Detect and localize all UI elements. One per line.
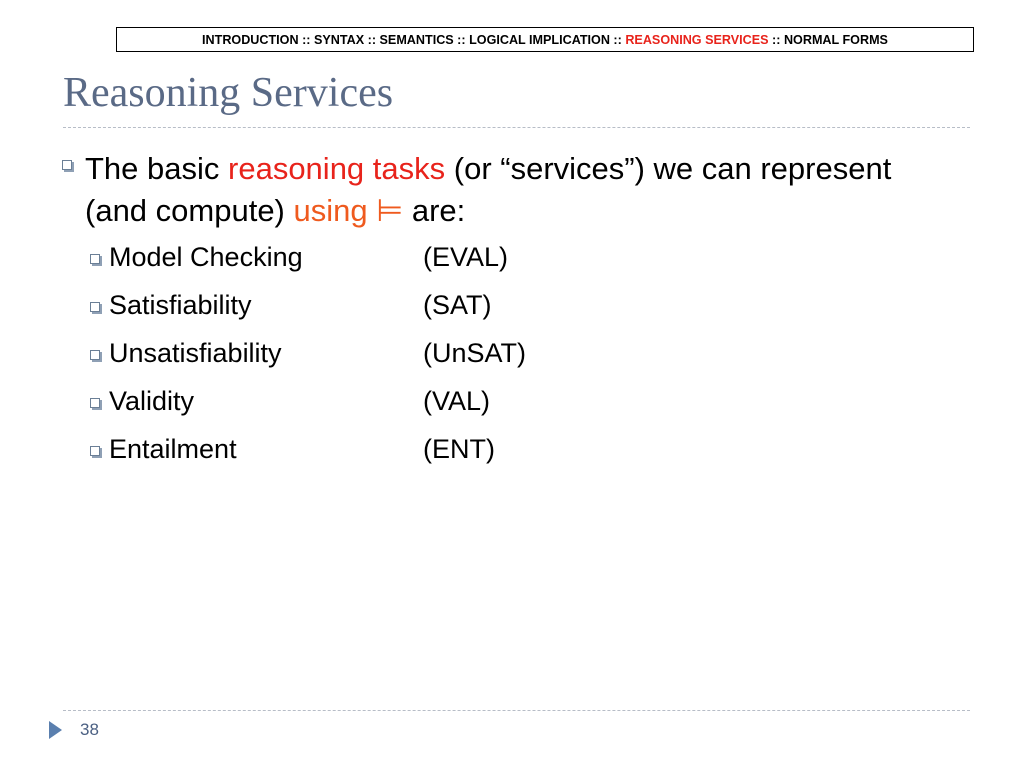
- nav-item-normal-forms[interactable]: NORMAL FORMS: [783, 32, 888, 47]
- triangle-marker-icon: [49, 721, 62, 739]
- square-bullet-icon: [90, 398, 100, 408]
- main-bullet-text: [85, 148, 925, 231]
- square-bullet-icon: [62, 160, 72, 170]
- sub-bullet-model-checking: [90, 242, 508, 273]
- sub-bullet-term: Model Checking: [109, 242, 303, 272]
- nav-separator: ::: [364, 32, 380, 47]
- nav-item-introduction[interactable]: INTRODUCTION: [202, 32, 299, 47]
- title-divider: [63, 127, 970, 128]
- sub-bullet-validity: [90, 386, 490, 417]
- nav-separator: ::: [768, 32, 784, 47]
- sub-bullet-entailment: [90, 434, 495, 465]
- nav-separator: ::: [298, 32, 314, 47]
- square-bullet-icon: [90, 446, 100, 456]
- sub-bullet-term: Satisfiability: [109, 290, 252, 320]
- nav-separator: ::: [609, 32, 626, 47]
- nav-item-reasoning-services[interactable]: REASONING SERVICES: [625, 32, 769, 47]
- highlight-reasoning-tasks: reasoning tasks: [228, 151, 446, 186]
- sub-bullet-abbr: (UnSAT): [423, 338, 527, 368]
- square-bullet-icon: [90, 302, 100, 312]
- footer-divider: [63, 710, 970, 711]
- square-bullet-icon: [90, 254, 100, 264]
- main-bullet: [62, 148, 925, 231]
- highlight-using-models: using ⊨: [293, 192, 404, 228]
- slide-title: Reasoning Services: [63, 70, 394, 116]
- bullet-text-part1: The basic: [85, 151, 229, 186]
- sub-bullet-abbr: (EVAL): [423, 242, 509, 272]
- sub-bullet-abbr: (VAL): [423, 386, 491, 416]
- sub-bullet-abbr: (SAT): [423, 290, 492, 320]
- sub-bullet-abbr: (ENT): [423, 434, 495, 464]
- page-number: 38: [80, 720, 99, 739]
- nav-separator: ::: [453, 32, 470, 47]
- sub-bullet-satisfiability: [90, 290, 492, 321]
- square-bullet-icon: [90, 350, 100, 360]
- nav-item-logical-implication[interactable]: LOGICAL IMPLICATION: [469, 32, 610, 47]
- section-nav-bar: [116, 27, 974, 52]
- sub-bullet-unsatisfiability: [90, 338, 526, 369]
- nav-item-semantics[interactable]: SEMANTICS: [379, 32, 454, 47]
- sub-bullet-term: Validity: [109, 386, 195, 416]
- nav-item-syntax[interactable]: SYNTAX: [313, 32, 365, 47]
- sub-bullet-term: Unsatisfiability: [109, 338, 282, 368]
- bullet-text-part3: are:: [403, 192, 466, 228]
- bullet-text-part2: (or “services”) we can represent (and compute): [85, 151, 892, 228]
- sub-bullet-term: Entailment: [109, 434, 237, 464]
